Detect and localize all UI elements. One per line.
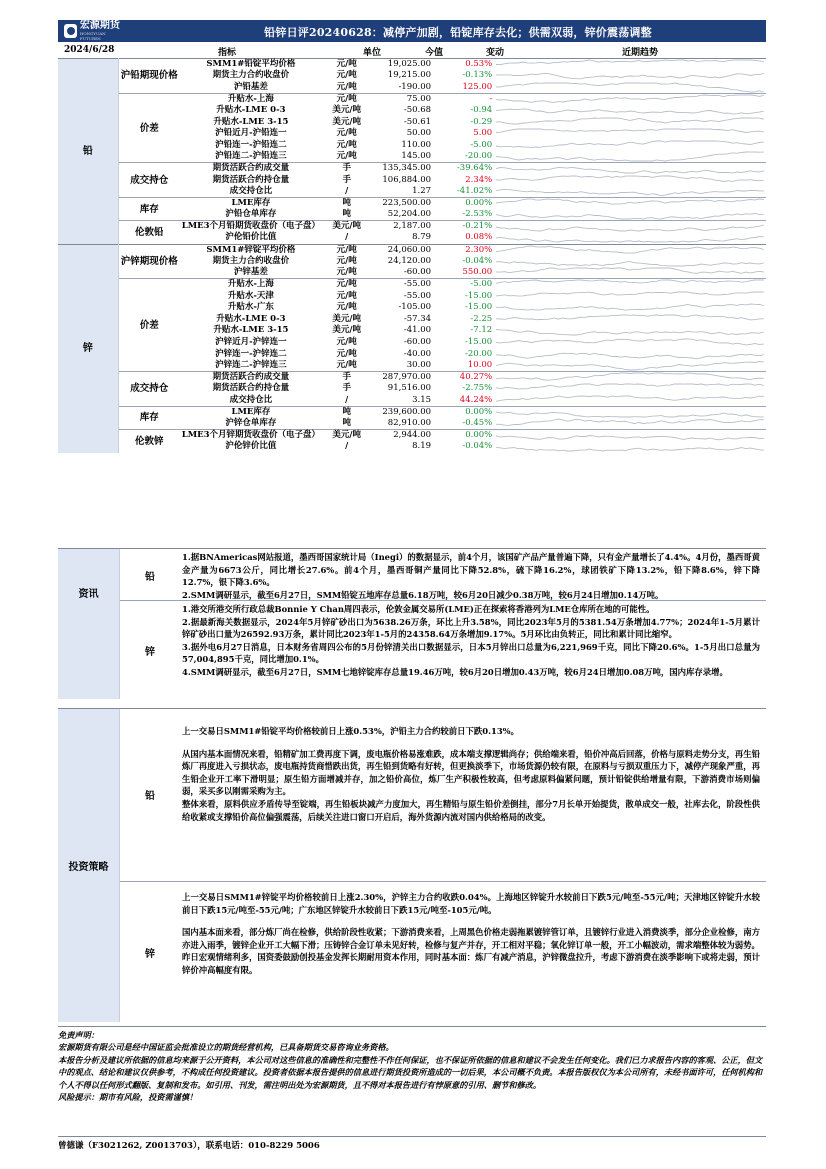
change-cell: -0.13% bbox=[462, 70, 493, 81]
value-cell: 52,204.00 bbox=[387, 209, 432, 220]
unit-cell: / bbox=[345, 232, 349, 243]
change-cell: 0.53% bbox=[433, 59, 494, 71]
indicator-name: 沪铅连二-沪铅连三 bbox=[215, 151, 287, 162]
value-cell: 75.00 bbox=[371, 93, 433, 105]
report-title: 铅锌日评20240628：减停产加剧，铅锭库存去化；供需双弱，锌价震荡调整 bbox=[264, 26, 652, 39]
table-header-row bbox=[58, 44, 766, 58]
change-cell: -2.75% bbox=[462, 383, 493, 394]
paragraph: 2.据最新海关数据显示，2024年5月锌矿砂出口为5638.26万条，环比上升3.58%，同比2023年5月的5381.54万条增加4.77%；2024年1-5月累计锌矿砂出口量为26592.93万条，累计同比2023年1-5月的24358.64万条增加9.17%。5月环比由负转正，同比和累计同比缩窄。 bbox=[182, 616, 760, 640]
group-label: 价差 bbox=[118, 279, 180, 372]
paragraph: 上一交易日SMM1#铅锭平均价格较前日上涨0.53%，沪铅主力合约较前日下跌0.13%。 bbox=[182, 726, 520, 736]
table-row bbox=[58, 221, 766, 233]
unit-cell: 美元/吨 bbox=[332, 325, 362, 336]
value-cell: 3.15 bbox=[412, 394, 432, 405]
change-cell: -41.02% bbox=[456, 186, 493, 197]
paragraph: 1.据BNAmericas网站报道，墨西哥国家统计局（Inegi）的数据显示，前4个月，该国矿产品产量普遍下降，只有金产量增长了4.4%。4月份，墨西哥黄金产量为6673公斤，同比增长27.6%。前4个月，墨西哥铜产量同比下降52.8%，硫下降16.2%，球团铁矿下降13.2%，铅下降8.6%，锌下降12.7%，银下降3.6%。 bbox=[182, 552, 760, 588]
unit-cell: 美元/吨 bbox=[332, 105, 362, 116]
value-cell: -50.68 bbox=[403, 105, 432, 116]
indicator-name: 期货活跃合约持仓量 bbox=[212, 383, 290, 394]
indicator-name: LME库存 bbox=[180, 406, 322, 418]
indicator-name: 沪锌基差 bbox=[233, 267, 268, 278]
paragraph: 4.SMM调研显示，截至6月27日，SMM七地锌锭库存总量19.46万吨，较6月20日增加0.43万吨，较6月24日增加0.08万吨，国内库存录增。 bbox=[182, 666, 728, 677]
change-cell: -20.00 bbox=[465, 348, 493, 359]
trend-sparkline bbox=[494, 105, 766, 117]
disclaimer-line: 风险提示：期市有风险，投资需谨慎！ bbox=[58, 1092, 198, 1103]
value-cell: 2,187.00 bbox=[371, 221, 433, 233]
change-cell: -15.00 bbox=[465, 302, 493, 313]
table-row bbox=[58, 430, 766, 442]
change-cell: 550.00 bbox=[462, 267, 493, 278]
trend-sparkline bbox=[494, 372, 766, 384]
strategy-lead-label: 铅 bbox=[145, 790, 155, 802]
news-label: 资讯 bbox=[58, 549, 120, 636]
news-label-fill bbox=[58, 601, 120, 699]
trend-sparkline bbox=[494, 360, 766, 372]
news-zinc-block bbox=[58, 601, 766, 699]
news-lead-text bbox=[182, 551, 760, 601]
value-cell: 24,060.00 bbox=[371, 244, 433, 256]
news-zinc-text bbox=[182, 603, 760, 679]
unit-cell: 元/吨 bbox=[336, 151, 357, 162]
trend-sparkline bbox=[494, 302, 766, 314]
value-cell: 135,345.00 bbox=[371, 163, 433, 175]
col-change: 变动 bbox=[486, 48, 505, 58]
unit-cell: / bbox=[345, 441, 349, 452]
change-cell: -0.21% bbox=[433, 221, 494, 233]
unit-cell: 元/吨 bbox=[336, 348, 357, 359]
trend-sparkline bbox=[494, 151, 766, 163]
unit-cell: 吨 bbox=[342, 209, 351, 220]
change-cell: -0.94 bbox=[470, 105, 493, 116]
group-label: 伦敦铅 bbox=[118, 221, 180, 244]
indicator-name: 沪铅近月-沪铅连一 bbox=[215, 128, 287, 139]
indicator-name: 期货主力合约收盘价 bbox=[212, 70, 290, 81]
change-cell: 5.00 bbox=[473, 128, 493, 139]
change-cell: -39.64% bbox=[433, 163, 494, 175]
group-label: 价差 bbox=[118, 93, 180, 163]
indicator-name: 升贴水-上海 bbox=[180, 279, 322, 291]
change-cell: 10.00 bbox=[467, 359, 493, 370]
unit-cell: 吨 bbox=[322, 198, 371, 210]
unit-cell: 美元/吨 bbox=[332, 116, 362, 127]
value-cell: -50.61 bbox=[403, 116, 432, 127]
unit-cell: / bbox=[345, 186, 349, 197]
unit-cell: 吨 bbox=[322, 406, 371, 418]
unit-cell: 元/吨 bbox=[336, 128, 357, 139]
value-cell: -60.00 bbox=[403, 267, 432, 278]
paragraph: 2.SMM调研显示，截至6月27日，SMM铅锭五地库存总量6.18万吨，较6月20日减少0.38万吨，较6月24日增加0.14万吨。 bbox=[182, 589, 664, 600]
indicator-name: 沪锌连二-沪锌连三 bbox=[215, 359, 287, 370]
paragraph: 3.据外电6月27日消息，日本财务省周四公布的5月份锌清关出口数据显示，日本5月锌出口总量为6,221,969千克，同比下降20.6%。1-5月出口总量为57,004,895千克，同比增加0.1%。 bbox=[182, 641, 760, 665]
indicator-name: SMM1#铅锭平均价格 bbox=[180, 59, 322, 71]
unit-cell: 吨 bbox=[342, 417, 351, 428]
disclaimer-line: 本报告分析及建议所依据的信息均来源于公开资料，本公司对这些信息的准确性和完整性不作任何保证，也不保证所依据的信息和建议不会发生任何变化。我们已力求报告内容的客观、公正，但文中的观点、结论和建议仅供参考，不构成任何投资建议。投资者依据本报告提供的信息进行期货投资所造成的一切后果，本公司概不负责。本报告版权仅为本公司所有，未经书面许可，任何机构和个人不得以任何形式翻版、复制和发布。如引用、刊发，需注明出处为宏源期货，且不得对本报告进行有悖原意的引用、删节和修改。 bbox=[58, 1054, 763, 1090]
change-cell: 0.00% bbox=[433, 406, 494, 418]
brand-name: 宏源期货 bbox=[79, 20, 120, 31]
indicator-name: 沪铅连一-沪铅连二 bbox=[215, 139, 287, 150]
trend-sparkline bbox=[494, 383, 766, 395]
value-cell: 239,600.00 bbox=[371, 406, 433, 418]
report-page bbox=[58, 20, 766, 1152]
table-row bbox=[58, 93, 766, 105]
indicator-name: 期货活跃合约持仓量 bbox=[212, 174, 290, 185]
unit-cell: 元/吨 bbox=[336, 81, 357, 92]
brand-logo bbox=[64, 20, 124, 41]
change-cell: -15.00 bbox=[465, 290, 493, 301]
table-row bbox=[58, 244, 766, 256]
group-label: 沪铅期现价格 bbox=[118, 59, 180, 94]
value-cell: -57.34 bbox=[403, 313, 432, 324]
trend-sparkline bbox=[494, 93, 766, 105]
group-label: 伦敦锌 bbox=[118, 430, 180, 453]
strategy-block bbox=[58, 708, 766, 1022]
unit-cell: 元/吨 bbox=[336, 267, 357, 278]
trend-sparkline bbox=[494, 198, 766, 210]
unit-cell: 元/吨 bbox=[336, 70, 357, 81]
indicator-name: LME库存 bbox=[180, 198, 322, 210]
disclaimer-line: 宏源期货有限公司是经中国证监会批准设立的期货经营机构，已具备期货交易咨询业务资格。 bbox=[58, 1042, 394, 1053]
trend-sparkline bbox=[494, 441, 766, 453]
trend-sparkline bbox=[494, 325, 766, 337]
indicator-name: 升贴水-广东 bbox=[227, 302, 274, 313]
report-date: 2024/6/28 bbox=[64, 45, 115, 55]
trend-sparkline bbox=[494, 209, 766, 221]
indicator-name: 沪铅基差 bbox=[233, 81, 268, 92]
value-cell: -55.00 bbox=[403, 290, 432, 301]
col-indicator: 指标 bbox=[218, 48, 237, 58]
change-cell: -2.53% bbox=[462, 209, 493, 220]
value-cell: 91,516.00 bbox=[387, 383, 432, 394]
trend-sparkline bbox=[494, 221, 766, 233]
change-cell: -0.04% bbox=[462, 441, 493, 452]
change-cell: -15.00 bbox=[465, 337, 493, 348]
trend-sparkline bbox=[494, 82, 766, 94]
value-cell: -55.00 bbox=[371, 279, 433, 291]
indicator-name: 升贴水-LME 3-15 bbox=[213, 116, 289, 127]
indicator-name: 期货主力合约收盘价 bbox=[212, 255, 290, 266]
table-row bbox=[58, 279, 766, 291]
unit-cell: 元/吨 bbox=[322, 93, 371, 105]
value-cell: 82,910.00 bbox=[387, 417, 432, 428]
trend-sparkline bbox=[494, 232, 766, 244]
unit-cell: 元/吨 bbox=[336, 290, 357, 301]
paragraph: 1.港交所港交所行政总裁Bonnie Y Chan周四表示，伦敦金属交易所(LME)正在探索将香港列为LME仓库所在地的可能性。 bbox=[182, 604, 655, 614]
group-label: 成交持仓 bbox=[118, 163, 180, 198]
change-cell: 125.00 bbox=[462, 81, 493, 92]
change-cell: -5.00 bbox=[433, 279, 494, 291]
change-cell: -5.00 bbox=[470, 139, 493, 150]
trend-sparkline bbox=[494, 59, 766, 71]
unit-cell: 元/吨 bbox=[322, 279, 371, 291]
trend-sparkline bbox=[494, 163, 766, 175]
trend-sparkline bbox=[494, 128, 766, 140]
strategy-zinc-label: 锌 bbox=[145, 948, 155, 960]
change-cell: 0.00% bbox=[433, 430, 494, 442]
trend-sparkline bbox=[494, 174, 766, 186]
trend-sparkline bbox=[494, 395, 766, 407]
strategy-label: 投资策略 bbox=[58, 709, 120, 1022]
change-cell: -0.04% bbox=[462, 255, 493, 266]
strategy-lead-text bbox=[182, 725, 760, 823]
trend-sparkline bbox=[494, 418, 766, 430]
indicator-name: 沪锌连一-沪锌连二 bbox=[215, 348, 287, 359]
disclaimer bbox=[58, 1026, 766, 1103]
unit-cell: 元/吨 bbox=[336, 359, 357, 370]
brand-logo-icon bbox=[64, 24, 77, 38]
paragraph: 国内基本面来看，部分炼厂尚在检修，供给阶段性收紧；下游消费来看，上周黑色价格走弱拖累镀锌管订单，且镀锌行业进入消费淡季，部分企业检修，南方亦进入雨季，镀锌企业开工大幅下滑；压铸锌合金订单未见好转，检修与复产并存，开工相对平稳；氧化锌订单一般，开工小幅波动，需求端整体较为弱势。 bbox=[182, 927, 760, 950]
change-cell: -20.00 bbox=[465, 151, 493, 162]
change-cell: 40.27% bbox=[433, 372, 494, 384]
indicator-name: LME3个月铅期货收盘价（电子盘） bbox=[181, 221, 321, 232]
group-label: 沪锌期现价格 bbox=[118, 244, 180, 279]
paragraph: 昨日宏观情绪利多，国资委鼓励创投基金发挥长期耐用资本作用，同时基本面：炼厂有减产消息，沪锌微盘拉升，考虑下游消费在淡季影响下或将走弱，预计锌价冲高幅度有限。 bbox=[182, 952, 760, 975]
paragraph: 上一交易日SMM1#锌锭平均价格较前日上涨2.30%，沪锌主力合约收跌0.04%。上海地区锌锭升水较前日下跌5元/吨至-55元/吨；天津地区锌锭升水较前日下跌15元/吨至-55元/吨；广东地区锌锭升水较前日下跌15元/吨至-105元/吨。 bbox=[182, 892, 760, 915]
trend-sparkline bbox=[494, 290, 766, 302]
change-cell: 0.00% bbox=[433, 198, 494, 210]
news-lead-label: 铅 bbox=[145, 571, 155, 583]
change-cell: -7.12 bbox=[470, 325, 493, 336]
group-label: 库存 bbox=[118, 198, 180, 221]
unit-cell: 元/吨 bbox=[336, 302, 357, 313]
value-cell: -105.00 bbox=[398, 302, 432, 313]
trend-sparkline bbox=[494, 116, 766, 128]
change-cell: 0.08% bbox=[465, 232, 493, 243]
unit-cell: 元/吨 bbox=[322, 244, 371, 256]
unit-cell: 手 bbox=[342, 174, 351, 185]
unit-cell: 元/吨 bbox=[336, 139, 357, 150]
value-cell: 110.00 bbox=[401, 139, 432, 150]
unit-cell: 元/吨 bbox=[336, 255, 357, 266]
strategy-divider bbox=[120, 881, 766, 882]
change-cell: -2.25 bbox=[470, 313, 493, 324]
value-cell: -190.00 bbox=[398, 81, 432, 92]
trend-sparkline bbox=[494, 267, 766, 279]
brand-subname: HONGYUAN FUTURES bbox=[79, 31, 106, 41]
col-trend: 近期趋势 bbox=[622, 48, 659, 58]
value-cell: -41.00 bbox=[403, 325, 432, 336]
indicator-name: 升贴水-LME 0-3 bbox=[216, 313, 286, 324]
unit-cell: 手 bbox=[322, 372, 371, 384]
value-cell: 145.00 bbox=[401, 151, 432, 162]
trend-sparkline bbox=[494, 348, 766, 360]
unit-cell: 美元/吨 bbox=[322, 221, 371, 233]
indicator-name: 期货活跃合约成交量 bbox=[180, 163, 322, 175]
unit-cell: 美元/吨 bbox=[332, 313, 362, 324]
unit-cell: 元/吨 bbox=[336, 337, 357, 348]
paragraph: 整体来看，原料供应矛盾传导至锭端，再生铅板块减产力度加大，再生精铅与原生铅价差倒挂，部分7月长单开始提货，散单成交一般，社库去化，阶段性供给收紧或支撑铅价高位偏强震荡，后续关注进口窗口开启后，海外货源内流对国内供给格局的改变。 bbox=[182, 798, 760, 822]
paragraph: 从国内基本面情况来看，铅精矿加工费再度下调，废电瓶价格易涨难跌，成本端支撑逻辑尚存；供给端来看，铅价冲高后回落，价格与原料走势分支，再生铅炼厂再度进入亏损状态，废电瓶持货商惜跌出货，再生铅到货略有好转，但更换淡季下，市场货源仍较有限，在原料与亏损双重压力下，减停产现象严重，再生铅企业开工率下滑明显；原生铅方面增减并存，加之铅价高位，炼厂生产积极性较高，但考虑原料偏紧问题，预计铅锭供给增量有限，下游消费市场则偏弱，采买多以刚需采购为主。 bbox=[182, 748, 760, 797]
trend-sparkline bbox=[494, 406, 766, 418]
indicator-name: 成交持仓比 bbox=[229, 394, 273, 405]
trend-sparkline bbox=[494, 256, 766, 268]
trend-sparkline bbox=[494, 244, 766, 256]
indicator-name: 升贴水-LME 3-15 bbox=[213, 325, 289, 336]
value-cell: 8.19 bbox=[412, 441, 432, 452]
disclaimer-title: 免责声明： bbox=[58, 1030, 99, 1040]
value-cell: 24,120.00 bbox=[387, 255, 432, 266]
group-label: 成交持仓 bbox=[118, 372, 180, 407]
trend-sparkline bbox=[494, 430, 766, 442]
value-cell: -60.00 bbox=[403, 337, 432, 348]
group-label: 库存 bbox=[118, 406, 180, 429]
indicator-name: 成交持仓比 bbox=[229, 186, 273, 197]
indicator-name: 沪伦锌价比值 bbox=[225, 441, 277, 452]
table-row bbox=[58, 163, 766, 175]
change-cell: - bbox=[433, 93, 494, 105]
indicator-name: 沪锌近月-沪锌连一 bbox=[215, 337, 287, 348]
change-cell: -0.45% bbox=[462, 417, 493, 428]
trend-sparkline bbox=[494, 140, 766, 152]
value-cell: 2,944.00 bbox=[371, 430, 433, 442]
value-cell: 8.79 bbox=[412, 232, 432, 243]
value-cell: 1.27 bbox=[412, 186, 432, 197]
indicator-table bbox=[58, 58, 766, 453]
trend-sparkline bbox=[494, 186, 766, 198]
indicator-name: 升贴水-天津 bbox=[227, 290, 274, 301]
trend-sparkline bbox=[494, 70, 766, 82]
value-cell: 287,970.00 bbox=[371, 372, 433, 384]
indicator-name: 期货活跃合约成交量 bbox=[180, 372, 322, 384]
col-value: 今值 bbox=[425, 48, 444, 58]
indicator-name: 沪锌仓单库存 bbox=[225, 417, 277, 428]
unit-cell: 美元/吨 bbox=[322, 430, 371, 442]
news-zinc-label: 锌 bbox=[145, 646, 155, 658]
table-row bbox=[58, 59, 766, 71]
report-header bbox=[58, 20, 766, 42]
table-row bbox=[58, 372, 766, 384]
value-cell: -40.00 bbox=[403, 348, 432, 359]
unit-cell: 手 bbox=[342, 383, 351, 394]
indicator-name: SMM1#锌锭平均价格 bbox=[180, 244, 322, 256]
analyst-footer: 曾德谦（F3021262, Z0013703），联系电话：010-8229 5006 bbox=[58, 1136, 766, 1151]
value-cell: 19,025.00 bbox=[371, 59, 433, 71]
section-label: 铅 bbox=[58, 59, 118, 245]
unit-cell: / bbox=[345, 394, 349, 405]
value-cell: 19,215.00 bbox=[387, 70, 432, 81]
strategy-zinc-text bbox=[182, 891, 760, 977]
indicator-name: 沪铅仓单库存 bbox=[225, 209, 277, 220]
value-cell: 223,500.00 bbox=[371, 198, 433, 210]
indicator-name: 沪伦铅价比值 bbox=[225, 232, 277, 243]
change-cell: 2.30% bbox=[433, 244, 494, 256]
value-cell: 30.00 bbox=[406, 359, 432, 370]
col-unit: 单位 bbox=[363, 48, 382, 58]
trend-sparkline bbox=[494, 279, 766, 291]
value-cell: 50.00 bbox=[406, 128, 432, 139]
value-cell: 106,884.00 bbox=[382, 174, 432, 185]
unit-cell: 手 bbox=[322, 163, 371, 175]
change-cell: 2.34% bbox=[465, 174, 493, 185]
change-cell: -0.29 bbox=[470, 116, 493, 127]
change-cell: 44.24% bbox=[459, 394, 493, 405]
table-row bbox=[58, 198, 766, 210]
indicator-name: 升贴水-LME 0-3 bbox=[216, 105, 286, 116]
trend-sparkline bbox=[494, 314, 766, 326]
trend-sparkline bbox=[494, 337, 766, 349]
indicator-name: LME3个月锌期货收盘价（电子盘） bbox=[181, 430, 321, 441]
section-label: 锌 bbox=[58, 244, 118, 453]
unit-cell: 元/吨 bbox=[322, 59, 371, 71]
indicator-name: 升贴水-上海 bbox=[180, 93, 322, 105]
table-row bbox=[58, 406, 766, 418]
